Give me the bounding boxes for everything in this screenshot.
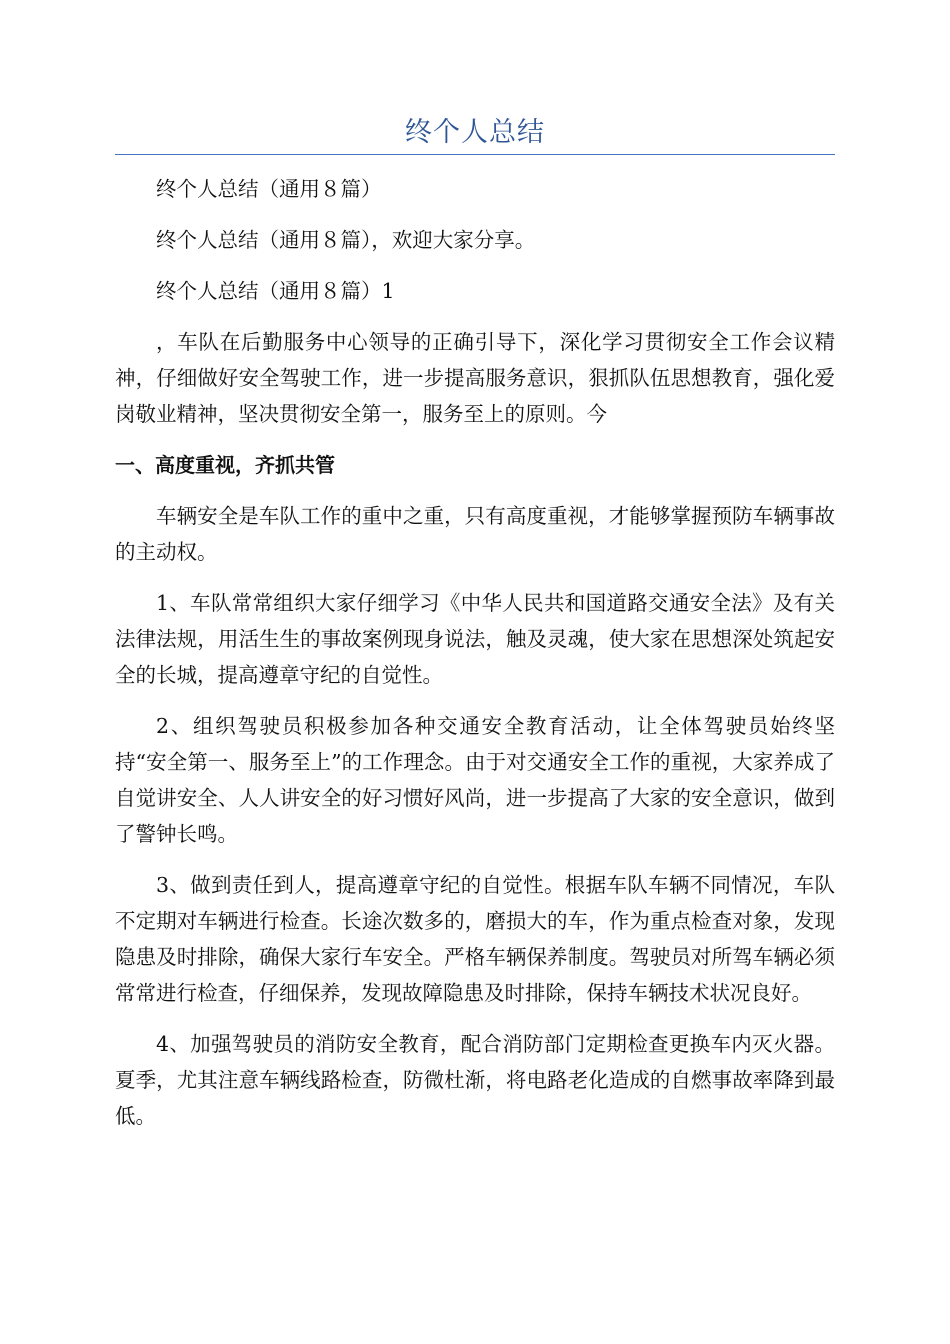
paragraph-item-2: 2、组织驾驶员积极参加各种交通安全教育活动，让全体驾驶员始终坚持“安全第一、服务至上”的工作理念。由于对交通安全工作的重视，大家养成了自觉讲安全、人人讲安全的好习惯好风尚，进一步提高了大家的安全意识，做到了警钟长鸣。 bbox=[115, 714, 835, 846]
document-title: 终个人总结 bbox=[405, 117, 545, 148]
paragraph-item-3: 3、做到责任到人，提高遵章守纪的自觉性。根据车队车辆不同情况，车队不定期对车辆进行检查。长途次数多的，磨损大的车，作为重点检查对象，发现隐患及时排除，确保大家行车安全。严格车辆保养制度。驾驶员对所驾车辆必须常常进行检查，仔细保养，发现故障隐患及时排除，保持车辆技术状况良好。 bbox=[115, 873, 835, 1005]
document-body bbox=[115, 171, 835, 1149]
section-heading: 一、高度重视，齐抓共管 bbox=[115, 453, 335, 477]
paragraph-body: 车辆安全是车队工作的重中之重，只有高度重视，才能够掌握预防车辆事故的主动权。 bbox=[115, 504, 835, 564]
paragraph-section-label: 终个人总结（通用８篇）1 bbox=[156, 279, 395, 303]
title-underline bbox=[115, 154, 835, 155]
paragraph-welcome: 终个人总结（通用８篇），欢迎大家分享。 bbox=[156, 228, 536, 252]
paragraph-intro: ，车队在后勤服务中心领导的正确引导下，深化学习贯彻安全工作会议精神，仔细做好安全驾驶工作，进一步提高服务意识，狠抓队伍思想教育，强化爱岗敬业精神，坚决贯彻安全第一，服务至上的原则。今 bbox=[115, 330, 835, 426]
paragraph-item-4: 4、加强驾驶员的消防安全教育，配合消防部门定期检查更换车内灭火器。夏季，尤其注意车辆线路检查，防微杜渐，将电路老化造成的自燃事故率降到最低。 bbox=[115, 1032, 835, 1128]
paragraph-subtitle: 终个人总结（通用８篇） bbox=[156, 177, 382, 201]
paragraph-item-1: 1、车队常常组织大家仔细学习《中华人民共和国道路交通安全法》及有关法律法规，用活生生的事故案例现身说法，触及灵魂，使大家在思想深处筑起安全的长城，提高遵章守纪的自觉性。 bbox=[115, 591, 835, 687]
